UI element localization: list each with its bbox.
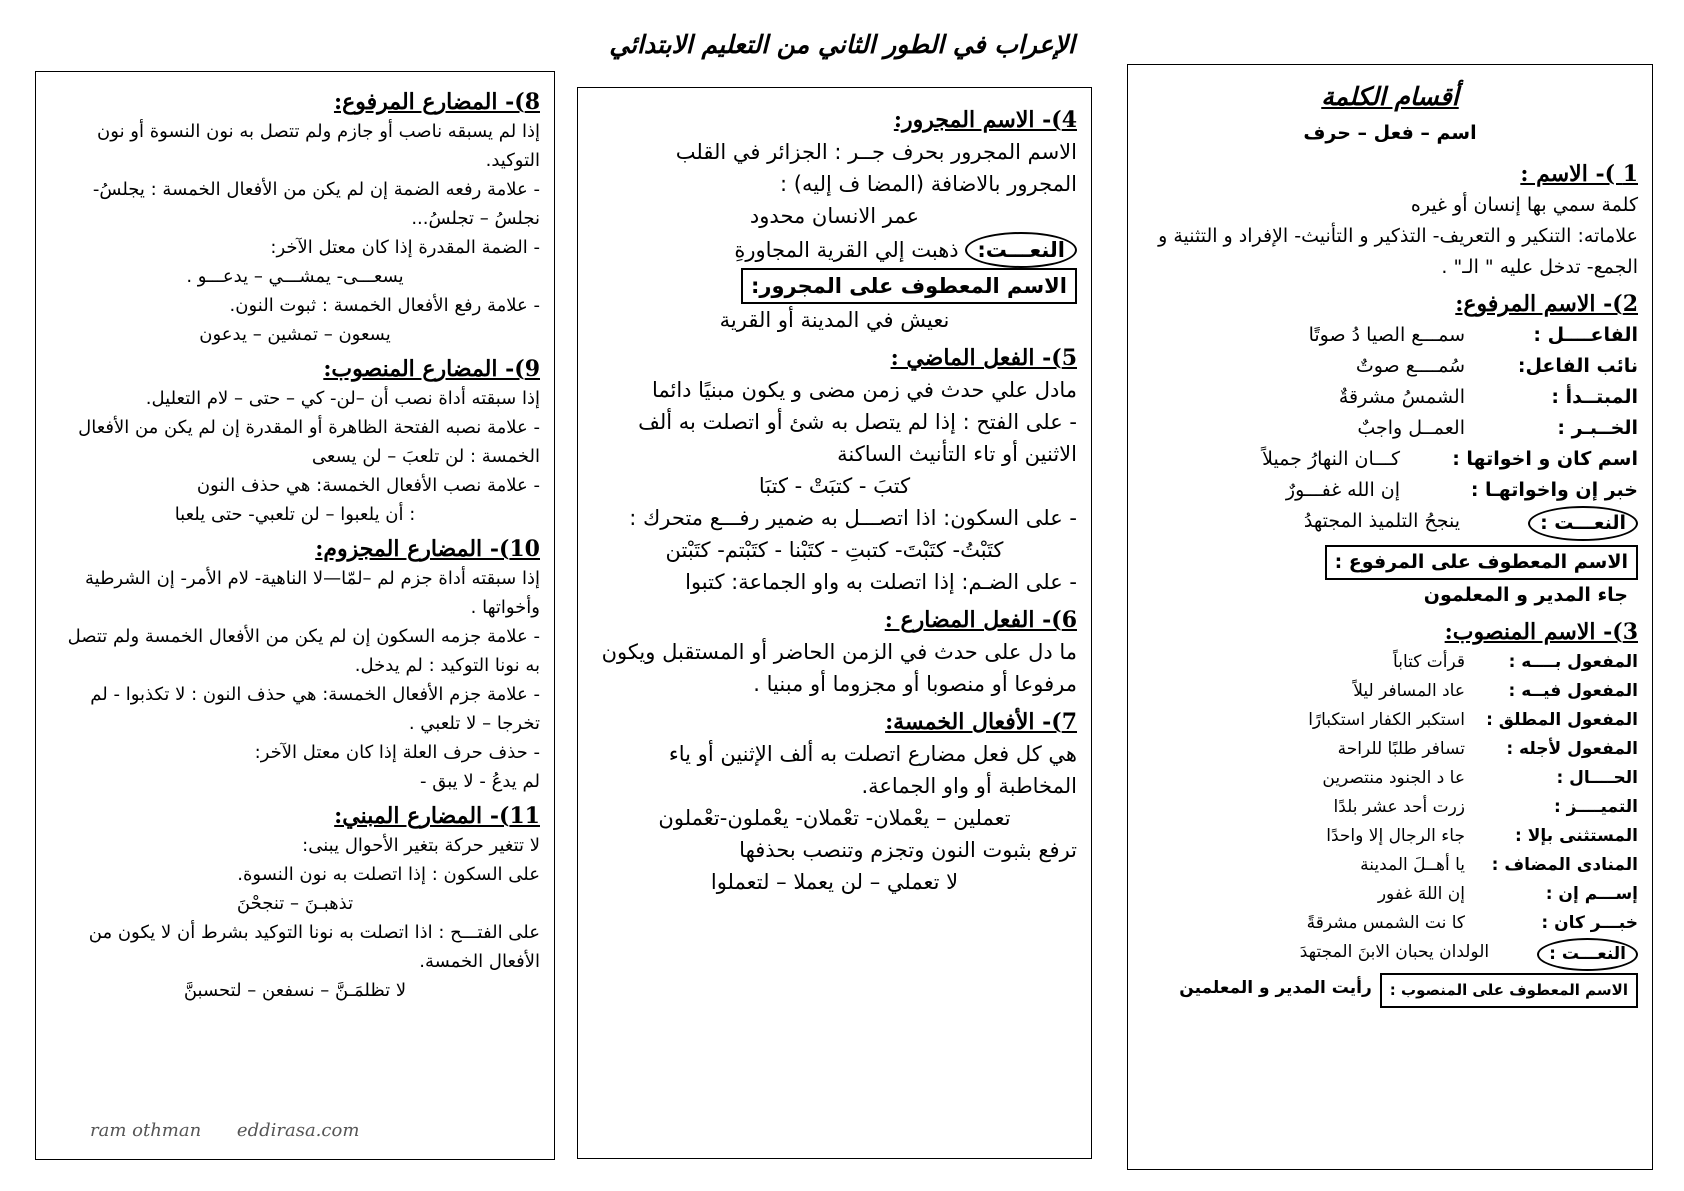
indicative-c-example: يسعون – تمشين – يدعون (199, 324, 391, 345)
past-fath-example: كتبَ - كتبَتْ - كتبَا (758, 474, 911, 498)
word-parts-list: اسم – فعل – حرف (1303, 122, 1477, 144)
built-b-example: لا تظلمَـنَّ – نسفعن – لتحسبنَّ (183, 980, 407, 1001)
built-b: على الفتـــح : اذا اتصلت به نونا التوكيد بشرط أن لا يكون من الأفعال الخمسة. (88, 922, 540, 972)
conjunct-nominative-box: الاسم المعطوف على المرفوع : (1325, 545, 1638, 580)
heading-word-parts: أقسام الكلمة (1321, 82, 1459, 111)
five-verbs-rule: ترفع بثبوت النون وتجزم وتنصب بحذفها (739, 838, 1077, 862)
genitive-line-1: الاسم المجرور بحرف جــر : الجزائر في القلب (675, 140, 1077, 164)
indicative-a: - علامة رفعه الضمة إن لم يكن من الأفعال الخمسة : يجلسُ- نجلسُ – تجلسُ... (92, 179, 540, 229)
author-name: ram othman (90, 1120, 202, 1141)
list-item: المفعول المطلق : استكبر الكفار استكبارًا (1308, 710, 1638, 730)
conjunct-genitive-example: نعيش في المدينة أو القرية (719, 308, 950, 332)
nominative-list (1142, 320, 1638, 541)
naat-example: ذهبت إلي القرية المجاورةِ (734, 238, 959, 262)
list-item: نائب الفاعل: سُمــــع صوتٌ (1355, 355, 1638, 377)
list-item: المفعول لأجله : تسافر طلبًا للراحة (1337, 739, 1638, 759)
section-4-title: 4)- الاسم المجرور: (893, 107, 1077, 133)
past-sukun-example: كتَبْتُ- كتَبْتَ- كتبتِ - كتَبْنا - كتَبْتم- كتَبْتن (665, 538, 1004, 562)
section-6-title: 6)- الفعل المضارع : (884, 607, 1077, 633)
list-item: خبـــر كان : كا نت الشمس مشرقةً (1306, 913, 1638, 933)
section-5-title: 5)- الفعل الماضي : (890, 345, 1077, 371)
noun-signs: علاماته: التنكير و التعريف- التذكير و التأنيث- الإفراد و التثنية و الجمع- تدخل عليه " الـ" . (1158, 225, 1638, 278)
built-a-example: تذهبـنَ – تنجحْنَ (236, 893, 354, 914)
past-definition: مادل علي حدث في زمن مضى و يكون مبنيًا دائما (651, 378, 1077, 402)
indicative-b-example: يسعـــى- يمشـــي – يدعـــو . (186, 266, 404, 287)
present-definition: ما دل على حدث في الزمن الحاضر أو المستقبل ويكون مرفوعا أو منصوبا أو مجزوما أو مبنيا . (601, 640, 1077, 696)
jussive-c-example: لم يدعُ - لا يبق - (420, 771, 540, 792)
site-watermark: eddirasa.com (236, 1120, 360, 1141)
list-item: النعـــت : الولدان يحبان الابنَ المجتهدَ (1142, 938, 1638, 971)
subjunctive-b-example: : أن يلعبوا – لن تلعبي- حتى يلعبا (174, 504, 416, 525)
list-item: الفاعــــل : سمـــع الصيا دُ صوتًا (1308, 324, 1638, 346)
past-sukun: - على السكون: اذا اتصـــل به ضمير رفـــع متحرك : (629, 506, 1077, 530)
column-present-tense (35, 71, 555, 1160)
column-word-parts (1127, 64, 1653, 1170)
conjunct-accusative-box: الاسم المعطوف على المنصوب : (1380, 973, 1638, 1008)
list-item: اسم كان و اخواتها : كـــان النهارُ جميلاً (1262, 448, 1638, 470)
section-9-title: 9)- المضارع المنصوب: (323, 356, 540, 382)
list-item: المنادى المضاف : يا أهــلَ المدينة (1360, 855, 1638, 875)
section-3-title: 3)- الاسم المنصوب: (1444, 619, 1638, 645)
subjunctive-a: - علامة نصبه الفتحة الظاهرة أو المقدرة إن لم يكن من الأفعال الخمسة : لن تلعبَ – لن يسعى (78, 417, 540, 467)
noun-definition: كلمة سمي بها إنسان أو غيره (1410, 194, 1638, 216)
author-credit (60, 1120, 359, 1141)
list-item: الحــــال : عا د الجنود منتصرين (1322, 768, 1638, 788)
indicative-c: - علامة رفع الأفعال الخمسة : ثبوت النون. (229, 295, 540, 316)
section-11-title: 11)- المضارع المبني: (334, 803, 540, 829)
conjunct-accusative-row (1142, 973, 1638, 1008)
jussive-b: - علامة جزم الأفعال الخمسة: هي حذف النون : لا تكذبوا - لم تخرجا – لا تلعبي . (90, 684, 540, 734)
section-8-title: 8)- المضارع المرفوع: (333, 89, 540, 115)
conjunct-nominative-example: جاء المدير و المعلمون (1423, 584, 1628, 606)
past-fath: - على الفتح : إذا لم يتصل به شئ أو اتصلت به ألف الاثنين أو تاء التأنيث الساكنة (638, 410, 1077, 466)
past-damm: - على الضـم: إذا اتصلت به واو الجماعة: كتبوا (685, 570, 1077, 594)
genitive-line-3: عمر الانسان محدود (749, 204, 920, 228)
five-verbs-example: تعملين – يعْملان- تعْملان- يعْملون-تعْملون (658, 806, 1011, 830)
jussive-c: - حذف حرف العلة إذا كان معتل الآخر: (254, 742, 540, 763)
genitive-line-2: المجرور بالاضافة (المضا ف إليه) : (780, 172, 1077, 196)
jussive-definition: إذا سبقته أداة جزم لم –لمّا—لا الناهية- لام الأمر- إن الشرطية وأخواتها . (84, 568, 540, 618)
built-a: على السكون : إذا اتصلت به نون النسوة. (237, 864, 540, 885)
five-verbs-example-2: لا تعملي – لن يعملا – لتعملوا (710, 870, 959, 894)
list-item: خبر إن واخواتهـا : إن الله غفـــورٌ (1285, 479, 1638, 501)
section-7-title: 7)- الأفعال الخمسة: (885, 709, 1077, 735)
list-item: التميــــز : زرت أحد عشر بلدًا (1333, 797, 1638, 817)
five-verbs-definition: هي كل فعل مضارع اتصلت به ألف الإثنين أو ياء المخاطبة أو واو الجماعة. (668, 742, 1077, 798)
column-genitive-past (577, 87, 1092, 1159)
subjunctive-b: - علامة نصب الأفعال الخمسة: هي حذف النون (196, 475, 540, 496)
list-item: إســـم إن : إن اللهَ غفور (1377, 884, 1638, 904)
list-item: الخــبـر : العمــل واجبٌ (1357, 417, 1638, 439)
list-item: المبتــدأ : الشمسُ مشرقةٌ (1338, 386, 1638, 408)
list-item: المفعول فيــه : عاد المسافر ليلاً (1353, 681, 1638, 701)
accusative-list (1142, 648, 1638, 971)
subjunctive-definition: إذا سبقته أداة نصب أن –لن- كي – حتى – لام التعليل. (145, 388, 540, 409)
list-item: المفعول بــــه : قرأت كتاباً (1393, 652, 1638, 672)
naat-label: النعـــت: (965, 232, 1077, 268)
indicative-b: - الضمة المقدرة إذا كان معتل الآخر: (270, 237, 540, 258)
page-title: الإعراب في الطور الثاني من التعليم الابتدائي (609, 30, 1075, 59)
built-definition: لا تتغير حركة بتغير الأحوال يبنى: (302, 835, 540, 856)
conjunct-genitive-box: الاسم المعطوف على المجرور: (741, 268, 1077, 304)
indicative-definition: إذا لم يسبقه ناصب أو جازم ولم تتصل به نون النسوة أو نون التوكيد. (97, 121, 540, 171)
list-item: المستثنى بإلا : جاء الرجال إلا واحدًا (1326, 826, 1638, 846)
list-item: النعـــت : ينجحُ التلميذ المجتهدُ (1142, 506, 1638, 541)
conjunct-accusative-example: رأيت المدير و المعلمين (1179, 978, 1372, 998)
section-1-title: 1 )- الاسم : (1520, 161, 1638, 187)
section-2-title: 2)- الاسم المرفوع: (1455, 291, 1638, 317)
section-10-title: 10)- المضارع المجزوم: (315, 536, 540, 562)
jussive-a: - علامة جزمه السكون إن لم يكن من الأفعال الخمسة ولم تتصل به نونا التوكيد : لم يدخل. (67, 626, 540, 676)
